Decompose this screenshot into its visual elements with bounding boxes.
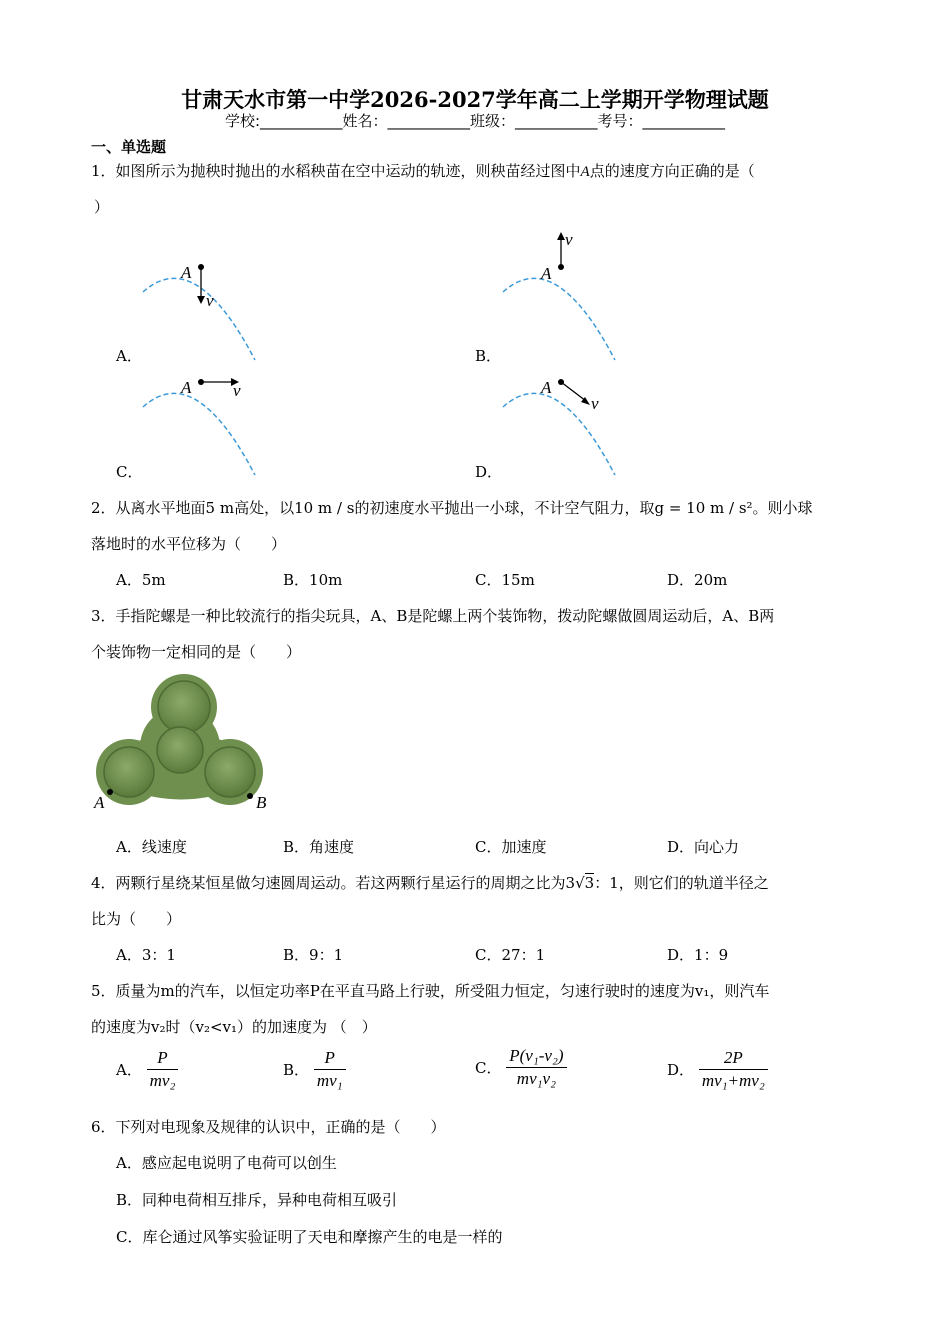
trajectory-curve bbox=[143, 393, 255, 475]
student-info-line: 学校:___________姓名：___________班级：___________考号：___________ bbox=[224, 112, 726, 130]
point-label: A bbox=[181, 378, 192, 397]
decoration-b bbox=[247, 793, 253, 799]
q1-figure-c bbox=[135, 365, 270, 480]
q4-stem-line2: 比为（ ） bbox=[91, 910, 182, 928]
q2-option-a[interactable]: A．5m bbox=[116, 571, 166, 589]
q1-stem: 1．如图所示为抛秧时抛出的水稻秧苗在空中运动的轨迹，则秧苗经过图中A点的速度方向正确的是（ bbox=[91, 162, 755, 180]
q4-option-a[interactable]: A．3：1 bbox=[116, 946, 176, 964]
decoration-a bbox=[107, 789, 113, 795]
q3-option-d[interactable]: D．向心力 bbox=[667, 838, 740, 856]
q2-stem-line2: 落地时的水平位移为（ ） bbox=[91, 535, 287, 553]
fraction-b: $\frac{P}{\text{mv₁}}$ bbox=[314, 1048, 346, 1091]
velocity-label: v bbox=[565, 230, 573, 249]
q1-figure-a bbox=[135, 250, 270, 365]
spinner-knob-top bbox=[158, 681, 210, 733]
section-heading: 一、单选题 bbox=[91, 138, 167, 156]
q5-option-c[interactable]: C． $\frac{\text{P(v₁-v₂)}}{\text{mv₁v₂}}$ bbox=[475, 1046, 567, 1089]
q1-figure-b bbox=[495, 230, 630, 365]
q2-option-c[interactable]: C．15m bbox=[475, 571, 535, 589]
q4-option-d[interactable]: D．1：9 bbox=[667, 946, 729, 964]
spinner-knob-right bbox=[205, 747, 255, 797]
point-label: A bbox=[541, 264, 552, 283]
q1-stem-close: ） bbox=[94, 198, 110, 216]
q5-option-a[interactable]: A． $\frac{P}{\text{mv₂}}$ bbox=[116, 1048, 178, 1091]
velocity-arrow bbox=[561, 382, 586, 401]
label-a: A bbox=[94, 793, 105, 812]
q6-option-c[interactable]: C．库仑通过风筝实验证明了天电和摩擦产生的电是一样的 bbox=[116, 1228, 503, 1246]
point-label: A bbox=[541, 378, 552, 397]
velocity-label: v bbox=[233, 381, 241, 400]
q3-stem-line2: 个装饰物一定相同的是（ ） bbox=[91, 643, 302, 661]
fraction-c: $\frac{\text{P(v₁-v₂)}}{\text{mv₁v₂}}$ bbox=[506, 1046, 566, 1089]
q3-option-b[interactable]: B．角速度 bbox=[283, 838, 355, 856]
q5-stem-line2: 的速度为v₂时（v₂<v₁）的加速度为 （ ） bbox=[91, 1018, 377, 1036]
q6-option-a[interactable]: A．感应起电说明了电荷可以创生 bbox=[116, 1154, 337, 1172]
q3-stem-line1: 3．手指陀螺是一种比较流行的指尖玩具，A、B是陀螺上两个装饰物，拨动陀螺做圆周运动后，A、B两 bbox=[91, 607, 775, 625]
velocity-label: v bbox=[206, 291, 214, 310]
label-b: B bbox=[256, 793, 267, 812]
q5-stem-line1: 5．质量为m的汽车，以恒定功率P在平直马路上行驶，所受阻力恒定，匀速行驶时的速度为v₁，则汽车 bbox=[91, 982, 770, 1000]
q1-option-a[interactable]: A． bbox=[116, 347, 142, 365]
fidget-spinner-figure bbox=[92, 672, 282, 817]
q1-option-b[interactable]: B． bbox=[475, 347, 502, 365]
velocity-label: v bbox=[591, 394, 599, 413]
q2-stem-line1: 2．从离水平地面5 m高处，以10 m / s的初速度水平抛出一小球，不计空气阻力，取g = 10 m / s²。则小球 bbox=[91, 499, 813, 517]
q4-option-c[interactable]: C．27：1 bbox=[475, 946, 546, 964]
spinner-knob-center bbox=[157, 727, 203, 773]
q3-option-a[interactable]: A．线速度 bbox=[116, 838, 187, 856]
fraction-a: $\frac{P}{\text{mv₂}}$ bbox=[147, 1048, 179, 1091]
q1-option-d[interactable]: D． bbox=[475, 463, 503, 481]
q3-option-c[interactable]: C．加速度 bbox=[475, 838, 547, 856]
page-title: 甘肃天水市第一中学2026-2027学年高二上学期开学物理试题 bbox=[181, 87, 769, 112]
fraction-d: $\frac{2P}{\text{mv₁+mv₂}}$ bbox=[699, 1048, 768, 1091]
trajectory-curve bbox=[503, 278, 615, 360]
point-label: A bbox=[181, 263, 192, 282]
q5-option-b[interactable]: B． $\frac{P}{\text{mv₁}}$ bbox=[283, 1048, 346, 1091]
q4-option-b[interactable]: B．9：1 bbox=[283, 946, 344, 964]
q2-option-d[interactable]: D．20m bbox=[667, 571, 728, 589]
q2-option-b[interactable]: B．10m bbox=[283, 571, 343, 589]
q6-stem: 6．下列对电现象及规律的认识中，正确的是（ ） bbox=[91, 1118, 446, 1136]
trajectory-curve bbox=[143, 278, 255, 360]
q6-option-b[interactable]: B．同种电荷相互排斥，异种电荷相互吸引 bbox=[116, 1191, 398, 1209]
q4-stem-line1: 4．两颗行星绕某恒星做匀速圆周运动。若这两颗行星运行的周期之比为3√3：1，则它们的轨道半径之 bbox=[91, 874, 769, 892]
q1-figure-d bbox=[495, 365, 630, 480]
q5-option-d[interactable]: D． $\frac{2P}{\text{mv₁+mv₂}}$ bbox=[667, 1048, 768, 1091]
q1-option-c[interactable]: C． bbox=[116, 463, 143, 481]
sqrt-symbol: √ bbox=[575, 874, 585, 892]
